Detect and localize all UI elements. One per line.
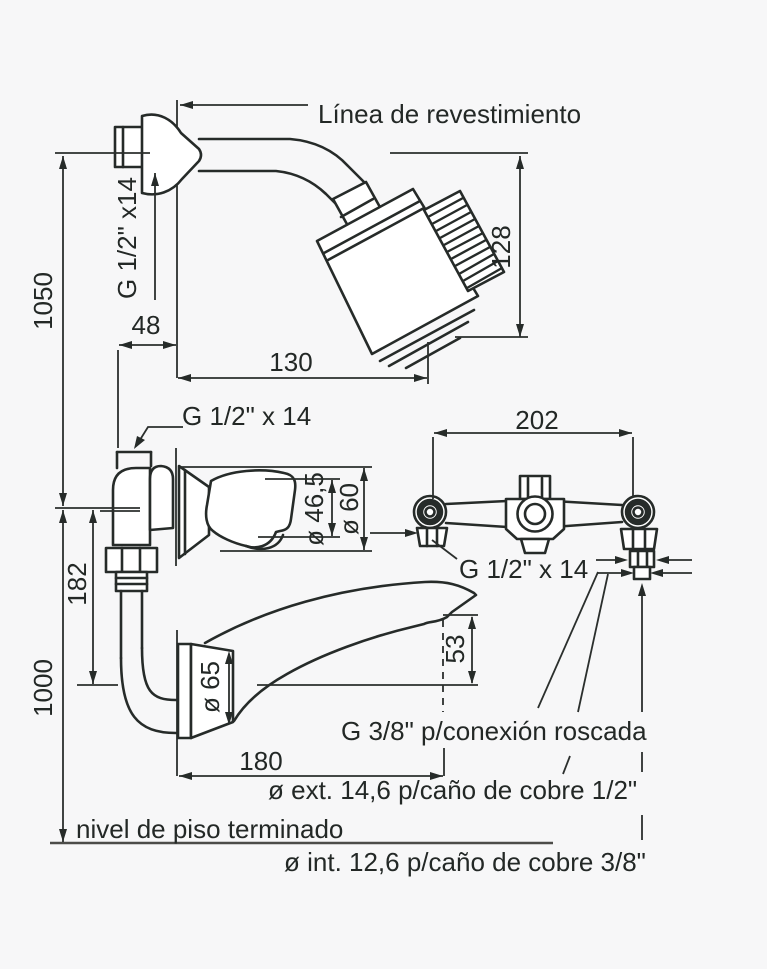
- arm-thread-label: G 1/2" x14: [112, 177, 142, 299]
- lining-line-label: Línea de revestimiento: [318, 99, 582, 129]
- dim-65-label: ø 65: [195, 660, 225, 714]
- mixer-bottom-tab: [521, 539, 549, 553]
- note-ext-diameter-label: ø ext. 14,6 p/caño de cobre 1/2": [268, 775, 638, 805]
- left-eyelet-fitting: [417, 528, 447, 546]
- dim-130-label: 130: [269, 347, 313, 377]
- note-g38-label: G 3/8" p/conexión roscada: [341, 716, 647, 746]
- dim-48-label: 48: [131, 310, 161, 340]
- floor-line-label: nivel de piso terminado: [76, 814, 344, 844]
- valve-hex-nut: [106, 548, 157, 572]
- elbow-inner: [142, 648, 176, 700]
- mixer-thread-label: G 1/2" x 14: [459, 554, 589, 584]
- dim-128-label: 128: [486, 225, 516, 269]
- mixer-arm-left: [446, 501, 507, 504]
- mixer-center-port: [518, 497, 553, 532]
- valve-thread-stub: [116, 572, 147, 591]
- supply-thread-label: G 1/2" x 14: [182, 401, 312, 431]
- valve-escutcheon: [179, 466, 209, 558]
- note-int-diameter-label: ø int. 12,6 p/caño de cobre 3/8": [284, 847, 646, 877]
- dim-60-label: ø 60: [334, 482, 364, 536]
- elbow-outer: [121, 658, 176, 733]
- dim-182-label: 182: [62, 562, 92, 606]
- valve-dome: [150, 466, 173, 530]
- dim-180-label: 180: [239, 746, 283, 776]
- shower-arm-top-edge: [199, 139, 366, 184]
- dim-46-5-label: ø 46,5: [299, 472, 329, 546]
- spout-flange-plate: [178, 644, 191, 738]
- shower-arm-bottom-edge: [199, 171, 340, 208]
- arm-thread-nipple: [115, 127, 143, 167]
- dim-1050-label: 1050: [28, 272, 58, 330]
- dim-202-label: 202: [515, 405, 559, 435]
- spout-body: [205, 582, 476, 721]
- right-eyelet-hex-nut: [621, 529, 657, 549]
- spout-assembly: [178, 582, 476, 738]
- copper-pipe-adapter: [630, 551, 654, 567]
- dim-1000-label: 1000: [28, 659, 58, 717]
- valve-body: [113, 468, 150, 545]
- copper-pipe-tail: [634, 567, 650, 579]
- arm-wall-flange: [142, 115, 201, 195]
- dim-53-label: 53: [440, 634, 470, 664]
